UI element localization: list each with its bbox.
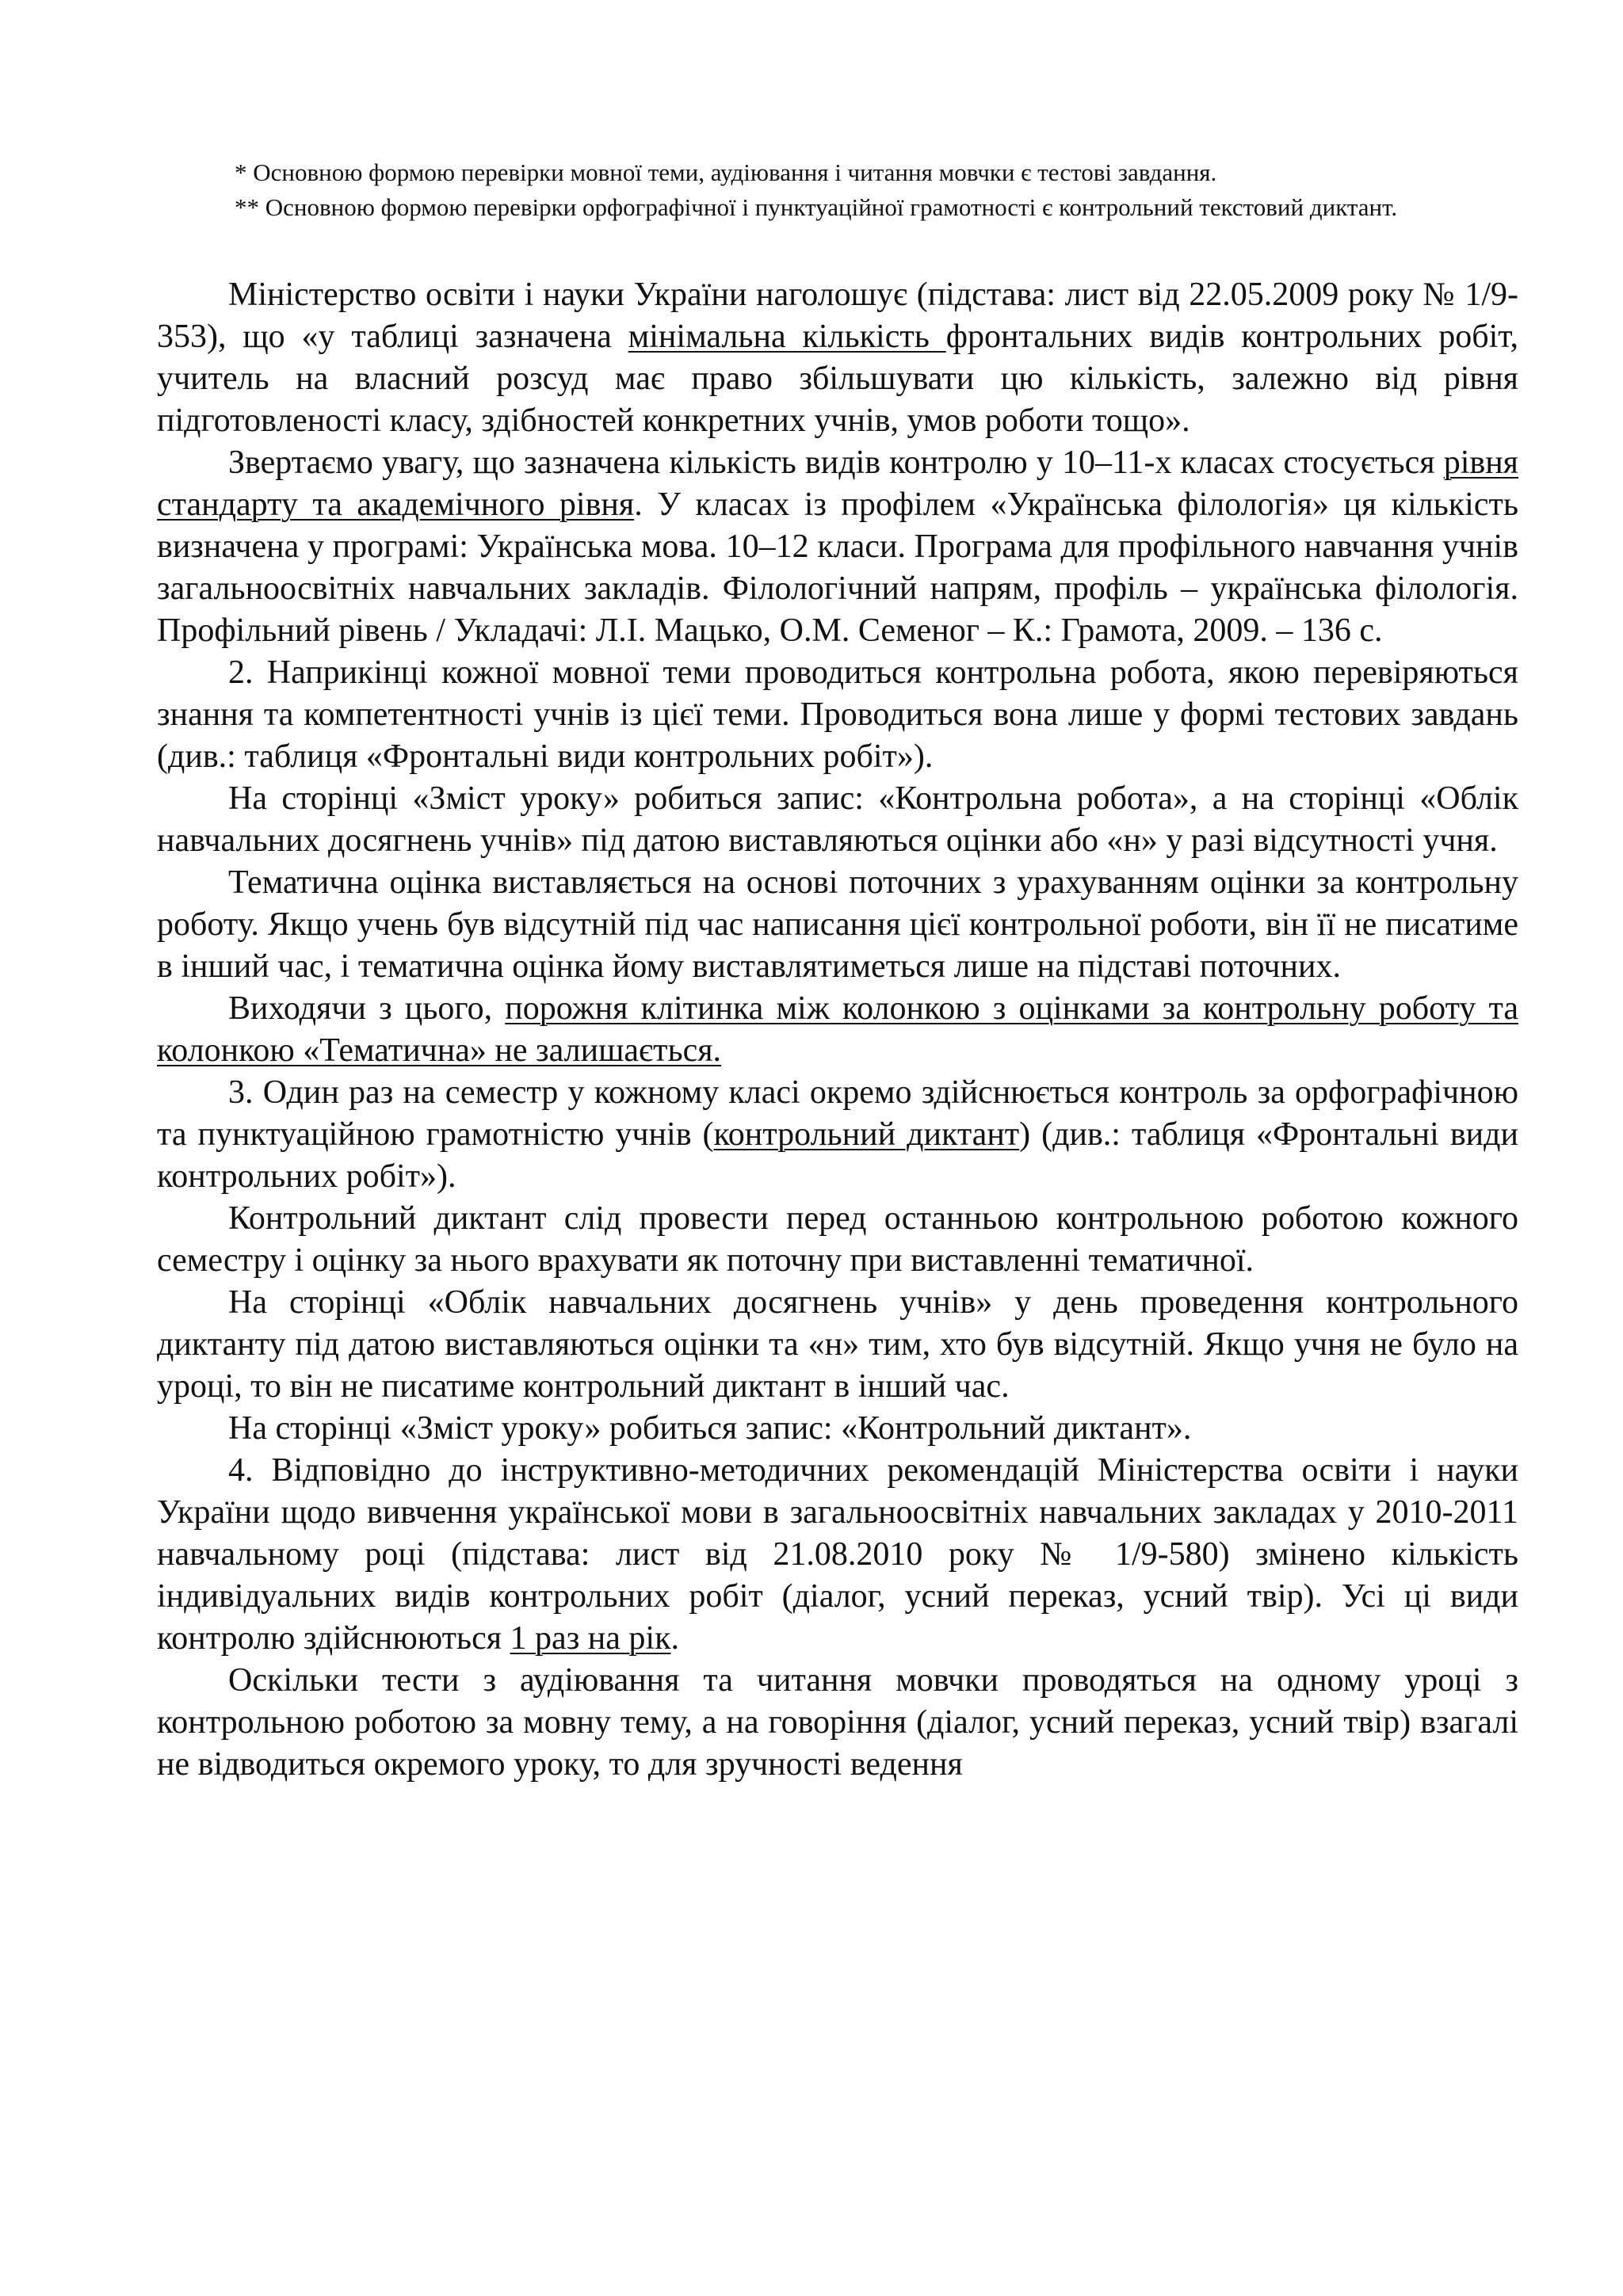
footnote-test-forms: * Основною формою перевірки мовної теми, аудіювання і читання мовчки є тестові завдання. bbox=[235, 158, 1217, 186]
paragraph-thematic-grade: Тематична оцінка виставляється на основі поточних з урахуванням оцінки за контрольну роботу. Якщо учень був відсутній під час написання цієї контрольної роботи, він її не писатиме в інший час, і тематична оцінка йому виставлятиметься лише на підставі поточних. bbox=[157, 864, 1518, 985]
paragraph-item-2: 2. Наприкінці кожної мовної теми проводиться контрольна робота, якою перевіряються знання та компетентності учнів із цієї теми. Проводиться вона лише у формі тестових завдань (див.: таблиця «Фронтальні види контрольних робіт»). bbox=[157, 654, 1518, 775]
paragraph-empty-cell: Виходячи з цього, порожня клітинка між колонкою з оцінками за контрольну роботу та колонкою «Тематична» не залишається. bbox=[157, 990, 1518, 1069]
underlined-minimum-count: мінімальна кількість bbox=[628, 318, 946, 355]
document-body bbox=[157, 274, 1518, 1786]
underlined-empty-cell: порожня клітинка між колонкою з оцінками за контрольну роботу та колонкою «Тематична» не залишається. bbox=[157, 990, 1518, 1069]
paragraph-dictation-timing: Контрольний диктант слід провести перед останньою контрольною роботою кожного семестру і оцінку за нього врахувати як поточну при виставленні тематичної. bbox=[157, 1200, 1518, 1279]
paragraph-item-4: 4. Відповідно до інструктивно-методичних рекомендацій Міністерства освіти і науки України щодо вивчення української мови в загальноосвітніх навчальних закладах у 2010-2011 навчальному році (підстава: лист від 21.08.2010 року № 1/9-580) змінено кількість індивідуальних видів контрольних робіт (діалог, усний переказ, усний твір). Усі ці види контролю здійснюються 1 раз на рік. bbox=[157, 1452, 1518, 1657]
paragraph-dictation-entry: На сторінці «Зміст уроку» робиться запис: «Контрольний диктант». bbox=[228, 1410, 1192, 1447]
underlined-once-a-year: 1 раз на рік bbox=[510, 1620, 671, 1657]
underlined-control-dictation: контрольний диктант bbox=[713, 1116, 1020, 1153]
footnotes bbox=[157, 155, 1518, 225]
paragraph-item-3: 3. Один раз на семестр у кожному класі окремо здійснюється контроль за орфографічною та пунктуаційною грамотністю учнів (контрольний диктант) (див.: таблиця «Фронтальні види контрольних робіт»). bbox=[157, 1074, 1518, 1195]
paragraph-dictation-record: На сторінці «Облік навчальних досягнень учнів» у день проведення контрольного диктанту під датою виставляються оцінки та «н» тим, хто був відсутній. Якщо учня не було на уроці, то він не писатиме контрольний диктант в інший час. bbox=[157, 1284, 1518, 1405]
underlined-standard-level: рівня стандарту та академічного рівня bbox=[157, 444, 1518, 523]
paragraph-tests-speaking: Оскільки тести з аудіювання та читання мовчки проводяться на одному уроці з контрольною роботою за мовну тему, а на говоріння (діалог, усний переказ, усний твір) взагалі не відводиться окремого уроку, то для зручності ведення bbox=[157, 1662, 1518, 1783]
footnote-dictation: ** Основною формою перевірки орфографічної і пунктуаційної грамотності є контрольний текстовий диктант. bbox=[235, 193, 1398, 221]
paragraph-control-levels: Звертаємо увагу, що зазначена кількість видів контролю у 10–11-х класах стосується рівня стандарту та академічного рівня. У класах із профілем «Українська філологія» ця кількість визначена у програмі: Українська мова. 10–12 класи. Програма для профільного навчання учнів загальноосвітніх навчальних закладів. Філологічний напрям, профіль – українська філологія. Профільний рівень / Укладачі: Л.І. Мацько, О.М. Семеног – К.: Грамота, 2009. – 136 с. bbox=[157, 444, 1518, 649]
paragraph-ministry-letter: Міністерство освіти і науки України наголошує (підстава: лист від 22.05.2009 року № 1/9-353), що «у таблиці зазначена мінімальна кількість фронтальних видів контрольних робіт, учитель на власний розсуд має право збільшувати цю кількість, залежно від рівня підготовленості класу, здібностей конкретних учнів, умов роботи тощо». bbox=[157, 277, 1518, 439]
paragraph-lesson-record: На сторінці «Зміст уроку» робиться запис: «Контрольна робота», а на сторінці «Облік навчальних досягнень учнів» під датою виставляються оцінки або «н» у разі відсутності учня. bbox=[157, 780, 1518, 859]
